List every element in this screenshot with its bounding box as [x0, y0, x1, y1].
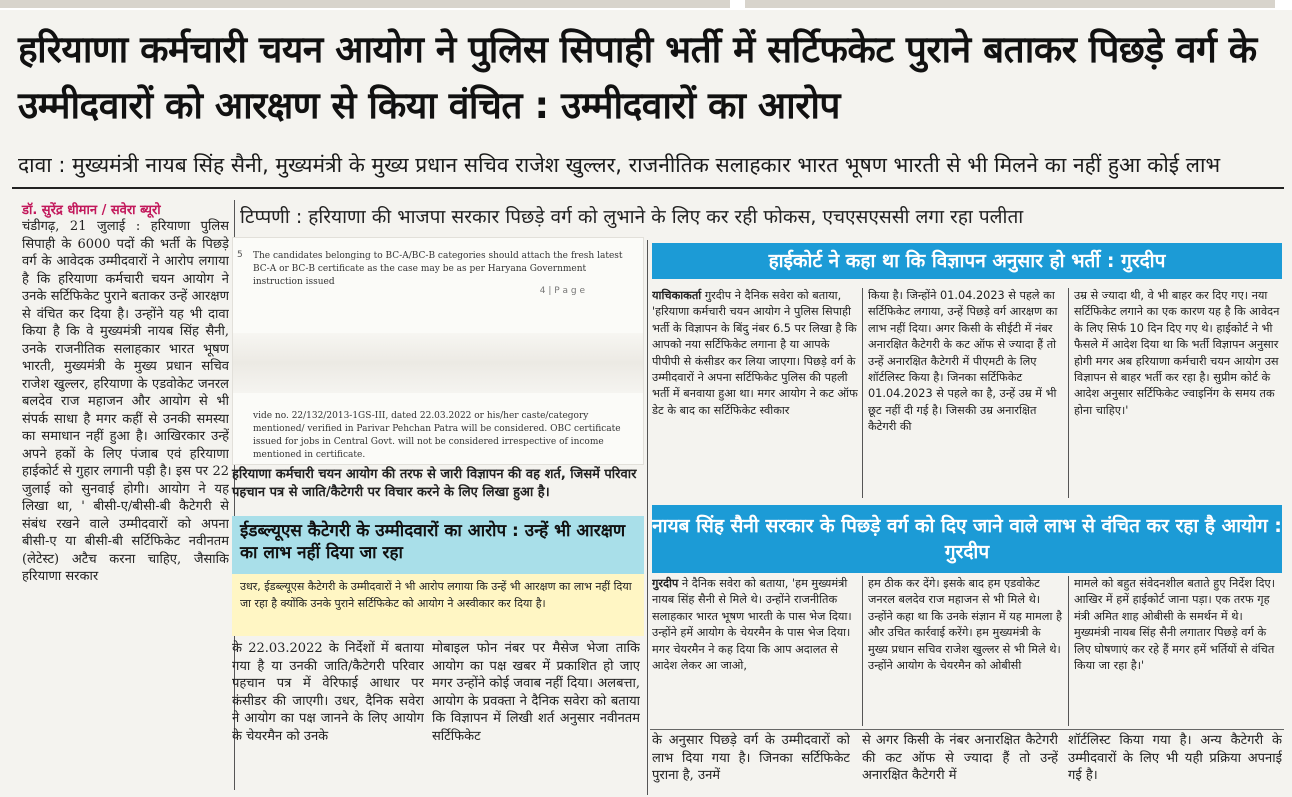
- article-column-2b: मोबाइल फोन नंबर पर मैसेज भेजा ताकि आयोग का पक्ष खबर में प्रकाशित हो जाए मगर उन्होंने कोई जवाब नहीं दिया। अलबत्ता, आयोग के प्रवक्ता ने दैनिक सवेरा को बताया कि विज्ञापन में लिखी शर्त अनुसार नवीनतम सर्टिफिकेट: [432, 641, 640, 744]
- ews-subheading: ईडब्ल्यूएस कैटेगरी के उम्मीदवारों का आरोप : उन्हें भी आरक्षण का लाभ नहीं दिया जा रहा: [232, 516, 644, 574]
- continuation-column-2: से अगर किसी के नंबर अनारक्षित कैटेगरी की कट ऑफ से ज्यादा हैं तो उन्हें अनारक्षित कैटेगरी में: [862, 733, 1058, 783]
- column-divider: [1068, 288, 1069, 498]
- gurdeep-text: ने दैनिक सवेरा को बताया, 'हम मुख्यमंत्री नायब सिंह सैनी से मिले थे। उन्होंने राजनीतिक सलाहकार भारत भूषण भारती के पास भेज दिया। उन्होंने हमें आयोग के चेयरमैन के पास भेज दिया। मगर चेयरमैन ने कह दिया कि आप अदालत से आदेश लेकर आ जाओ,: [652, 577, 852, 673]
- ews-summary: उधर, ईडब्ल्यूएस कैटेगरी के उम्मीदवारों ने भी आरोप लगाया कि उन्हें भी आरक्षण का लाभ नहीं दिया जा रहा है क्योंकि उनके पुराने सर्टिफिकेट को आयोग ने अस्वीकार कर दिया है।: [232, 574, 644, 636]
- continuation-column-3: शॉर्टलिस्ट किया गया है। अन्य कैटेगरी के उम्मीदवारों के लिए भी यही प्रक्रिया अपनाई गई है।: [1068, 733, 1282, 783]
- gurdeep-lead: गुरदीप: [652, 577, 679, 590]
- headline: हरियाणा कर्मचारी चयन आयोग ने पुलिस सिपाही भर्ती में सर्टिफकेट पुराने बताकर पिछड़े वर्ग के उम्मीदवारों को आरक्षण से किया वंचित : उम्मीदवारों का आरोप: [18, 28, 1257, 127]
- scan-number: 5: [237, 250, 243, 260]
- continuation-column-1: के अनुसार पिछड़े वर्ग के उम्मीदवारों को लाभ दिया गया है। जिनका सर्टिफिकेट पुराना है, उनमें: [652, 733, 850, 783]
- column-divider: [862, 288, 863, 498]
- scan-text-top: The candidates belonging to BC-A/BC-B categories should attach the fresh latest BC-A or BC-B certificate as the case may be as per Haryana Government instruction issued: [253, 251, 623, 287]
- saini-govt-banner: नायब सिंह सैनी सरकार के पिछड़े वर्ग को दिए जाने वाले लाभ से वंचित कर रहा है आयोग : गुरदीप: [652, 505, 1282, 573]
- column-divider: [647, 240, 648, 795]
- column-divider: [862, 576, 863, 726]
- divider: [650, 729, 1284, 730]
- scan-page-label: 4 | P a g e: [539, 286, 585, 296]
- claim-subheadline: दावा : मुख्यमंत्री नायब सिंह सैनी, मुख्यमंत्री के मुख्य प्रधान सचिव राजेश खुल्लर, राजनीतिक सलाहकार भारत भूषण भारती से भी मिलने का नहीं हुआ कोई लाभ: [18, 153, 1221, 177]
- byline: डॉ. सुरेंद्र धीमान / सवेरा ब्यूरो: [22, 203, 161, 218]
- previous-story-strip-right: [745, 0, 1275, 8]
- divider: [12, 187, 1284, 189]
- highcourt-banner: हाईकोर्ट ने कहा था कि विज्ञापन अनुसार हो भर्ती : गुरदीप: [652, 243, 1282, 279]
- gurdeep-column-2: हम ठीक कर देंगे। इसके बाद हम एडवोकेट जनरल बलदेव राज महाजन से भी मिले थे। उन्होंने कहा था कि उनके संज्ञान में यह मामला है और उचित कार्रवाई करेंगे। हम मुख्यमंत्री के मुख्य प्रधान सचिव राजेश खुल्लर से भी मिले थे। उन्होंने आयोग के चेयरमैन को ओबीसी: [868, 577, 1062, 673]
- petitioner-column-1: [652, 288, 858, 498]
- column-divider: [1068, 576, 1069, 726]
- top-strip: [0, 0, 1292, 10]
- petitioner-lead: याचिकाकर्ता: [652, 289, 702, 302]
- article-column-2a: के 22.03.2022 के निर्देशों में बताया गया है या उनकी जाति/कैटेगरी परिवार पहचान पत्र में वेरिफाई आधार पर कंसीडर की जाएगी। उधर, दैनिक सवेरा ने आयोग का पक्ष जानने के लिए आयोग के चेयरमैन को उनके: [232, 641, 424, 744]
- comment-line: टिप्पणी : हरियाणा की भाजपा सरकार पिछड़े वर्ग को लुभाने के लिए कर रही फोकस, एचएसएससी लगा रहा पलीता: [240, 206, 1024, 228]
- petitioner-text: गुरदीप ने दैनिक सवेरा को बताया, 'हरियाणा कर्मचारी चयन आयोग ने पुलिस सिपाही भर्ती के विज्ञापन के बिंदु नंबर 6.5 पर लिखा है कि आपको नया सर्टिफिकेट लगाना है या आपके पीपीपी से कंसीडर कर लिया जाएगा। पिछड़े वर्ग के उम्मीदवारों ने अपना सर्टिफिकेट पुलिस की पहली भर्ती में बनवाया हुआ था। मगर आयोग ने कट ऑफ डेट के बाद का सर्टिफिकेट स्वीकार: [652, 289, 858, 417]
- article-column-1: चंडीगढ़, 21 जुलाई : हरियाणा पुलिस सिपाही के 6000 पदों की भर्ती के पिछड़े वर्ग के आवेदक उम्मीदवारों ने आरोप लगाया है कि हरियाणा कर्मचारी चयन आयोग ने उनके सर्टिफिकेट पुराने बताकर उन्हें आरक्षण से वंचित कर दिया है। उन्होंने यह भी दावा किया है कि वे मुख्यमंत्री नायब सिंह सैनी, उनके राजनीतिक सलाहकार भारत भूषण भारती, मुख्यमंत्री के मुख्य प्रधान सचिव राजेश खुल्लर, हरियाणा के एडवोकेट जनरल बलदेव राज महाजन और आयोग से भी संपर्क साधा है मगर कहीं से उनकी समस्या का समाधान नहीं हुआ है। आखिरकार उन्हें अपने हकों के लिए पंजाब एवं हरियाणा हाईकोर्ट से गुहार लगानी पड़ी है। इस पर 22 जुलाई को सुनवाई होगी। आयोग ने यह लिखा था, ' बीसी-ए/बीसी-बी कैटेगरी से संबंध रखने वाले उम्मीदवारों को अपना बीसी-ए या बीसी-बी सर्टिफिकेट नवीनतम (लेटेस्ट) अटैच करना चाहिए, जैसाकि हरियाणा सरकार: [22, 219, 229, 584]
- scan-blank-area: [233, 333, 644, 393]
- gurdeep-column-3: मामले को बहुत संवेदनशील बताते हुए निर्देश दिए। आखिर में हमें हाईकोर्ट जाना पड़ा। एक तरफ गृह मंत्री अमित शाह ओबीसी के समर्थन में थे। मुख्यमंत्री नायब सिंह सैनी लगातार पिछड़े वर्ग के लिए घोषणाएं कर रहे हैं मगर हमें भर्तियों से वंचित किया जा रहा है।': [1074, 577, 1276, 673]
- scan-text-bottom: vide no. 22/132/2013-1GS-III, dated 22.03.2022 or his/her caste/category mentioned/ verified in Parivar Pehchan Patra will be considered. OBC certificate issued for jobs in Central Govt. will not be considered irrespective of income mentioned in certificate.: [253, 411, 621, 460]
- image-caption: हरियाणा कर्मचारी चयन आयोग की तरफ से जारी विज्ञापन की वह शर्त, जिसमें परिवार पहचान पत्र से जाति/कैटेगरी पर विचार करने के लिए लिखा हुआ है।: [232, 467, 637, 500]
- petitioner-column-3: उम्र से ज्यादा थी, वे भी बाहर कर दिए गए। नया सर्टिफिकेट लगाने का एक कारण यह है कि आवेदन के लिए सिर्फ 10 दिन दिए गए थे। हाईकोर्ट ने भी फैसले में आदेश दिया था कि भर्ती विज्ञापन अनुसार होगी मगर अब हरियाणा कर्मचारी चयन आयोग उस विज्ञापन से बाहर भर्ती कर रहा है। सुप्रीम कोर्ट के आदेश अनुसार सर्टिफिकेट ज्वाइनिंग के समय तक होना चाहिए।': [1074, 289, 1280, 417]
- previous-story-strip: [0, 0, 730, 8]
- petitioner-column-2: किया है। जिन्होंने 01.04.2023 से पहले का सर्टिफिकेट लगाया, उन्हें पिछड़े वर्ग आरक्षण का लाभ नहीं दिया। अगर किसी के सीईटी में नंबर अनारक्षित कैटेगरी के कट ऑफ से ज्यादा हैं तो उन्हें अनारक्षित कैटेगरी में पीएमटी के लिए शॉर्टलिस्ट किया है। जिनका सर्टिफिकेट 01.04.2023 से पहले का है, उन्हें उम्र में भी छूट नहीं दी गई है। जिसकी उम्र अनारक्षित कैटेगरी की: [868, 289, 1058, 434]
- document-scan-image: [232, 237, 644, 465]
- gurdeep-column-1: [652, 576, 858, 726]
